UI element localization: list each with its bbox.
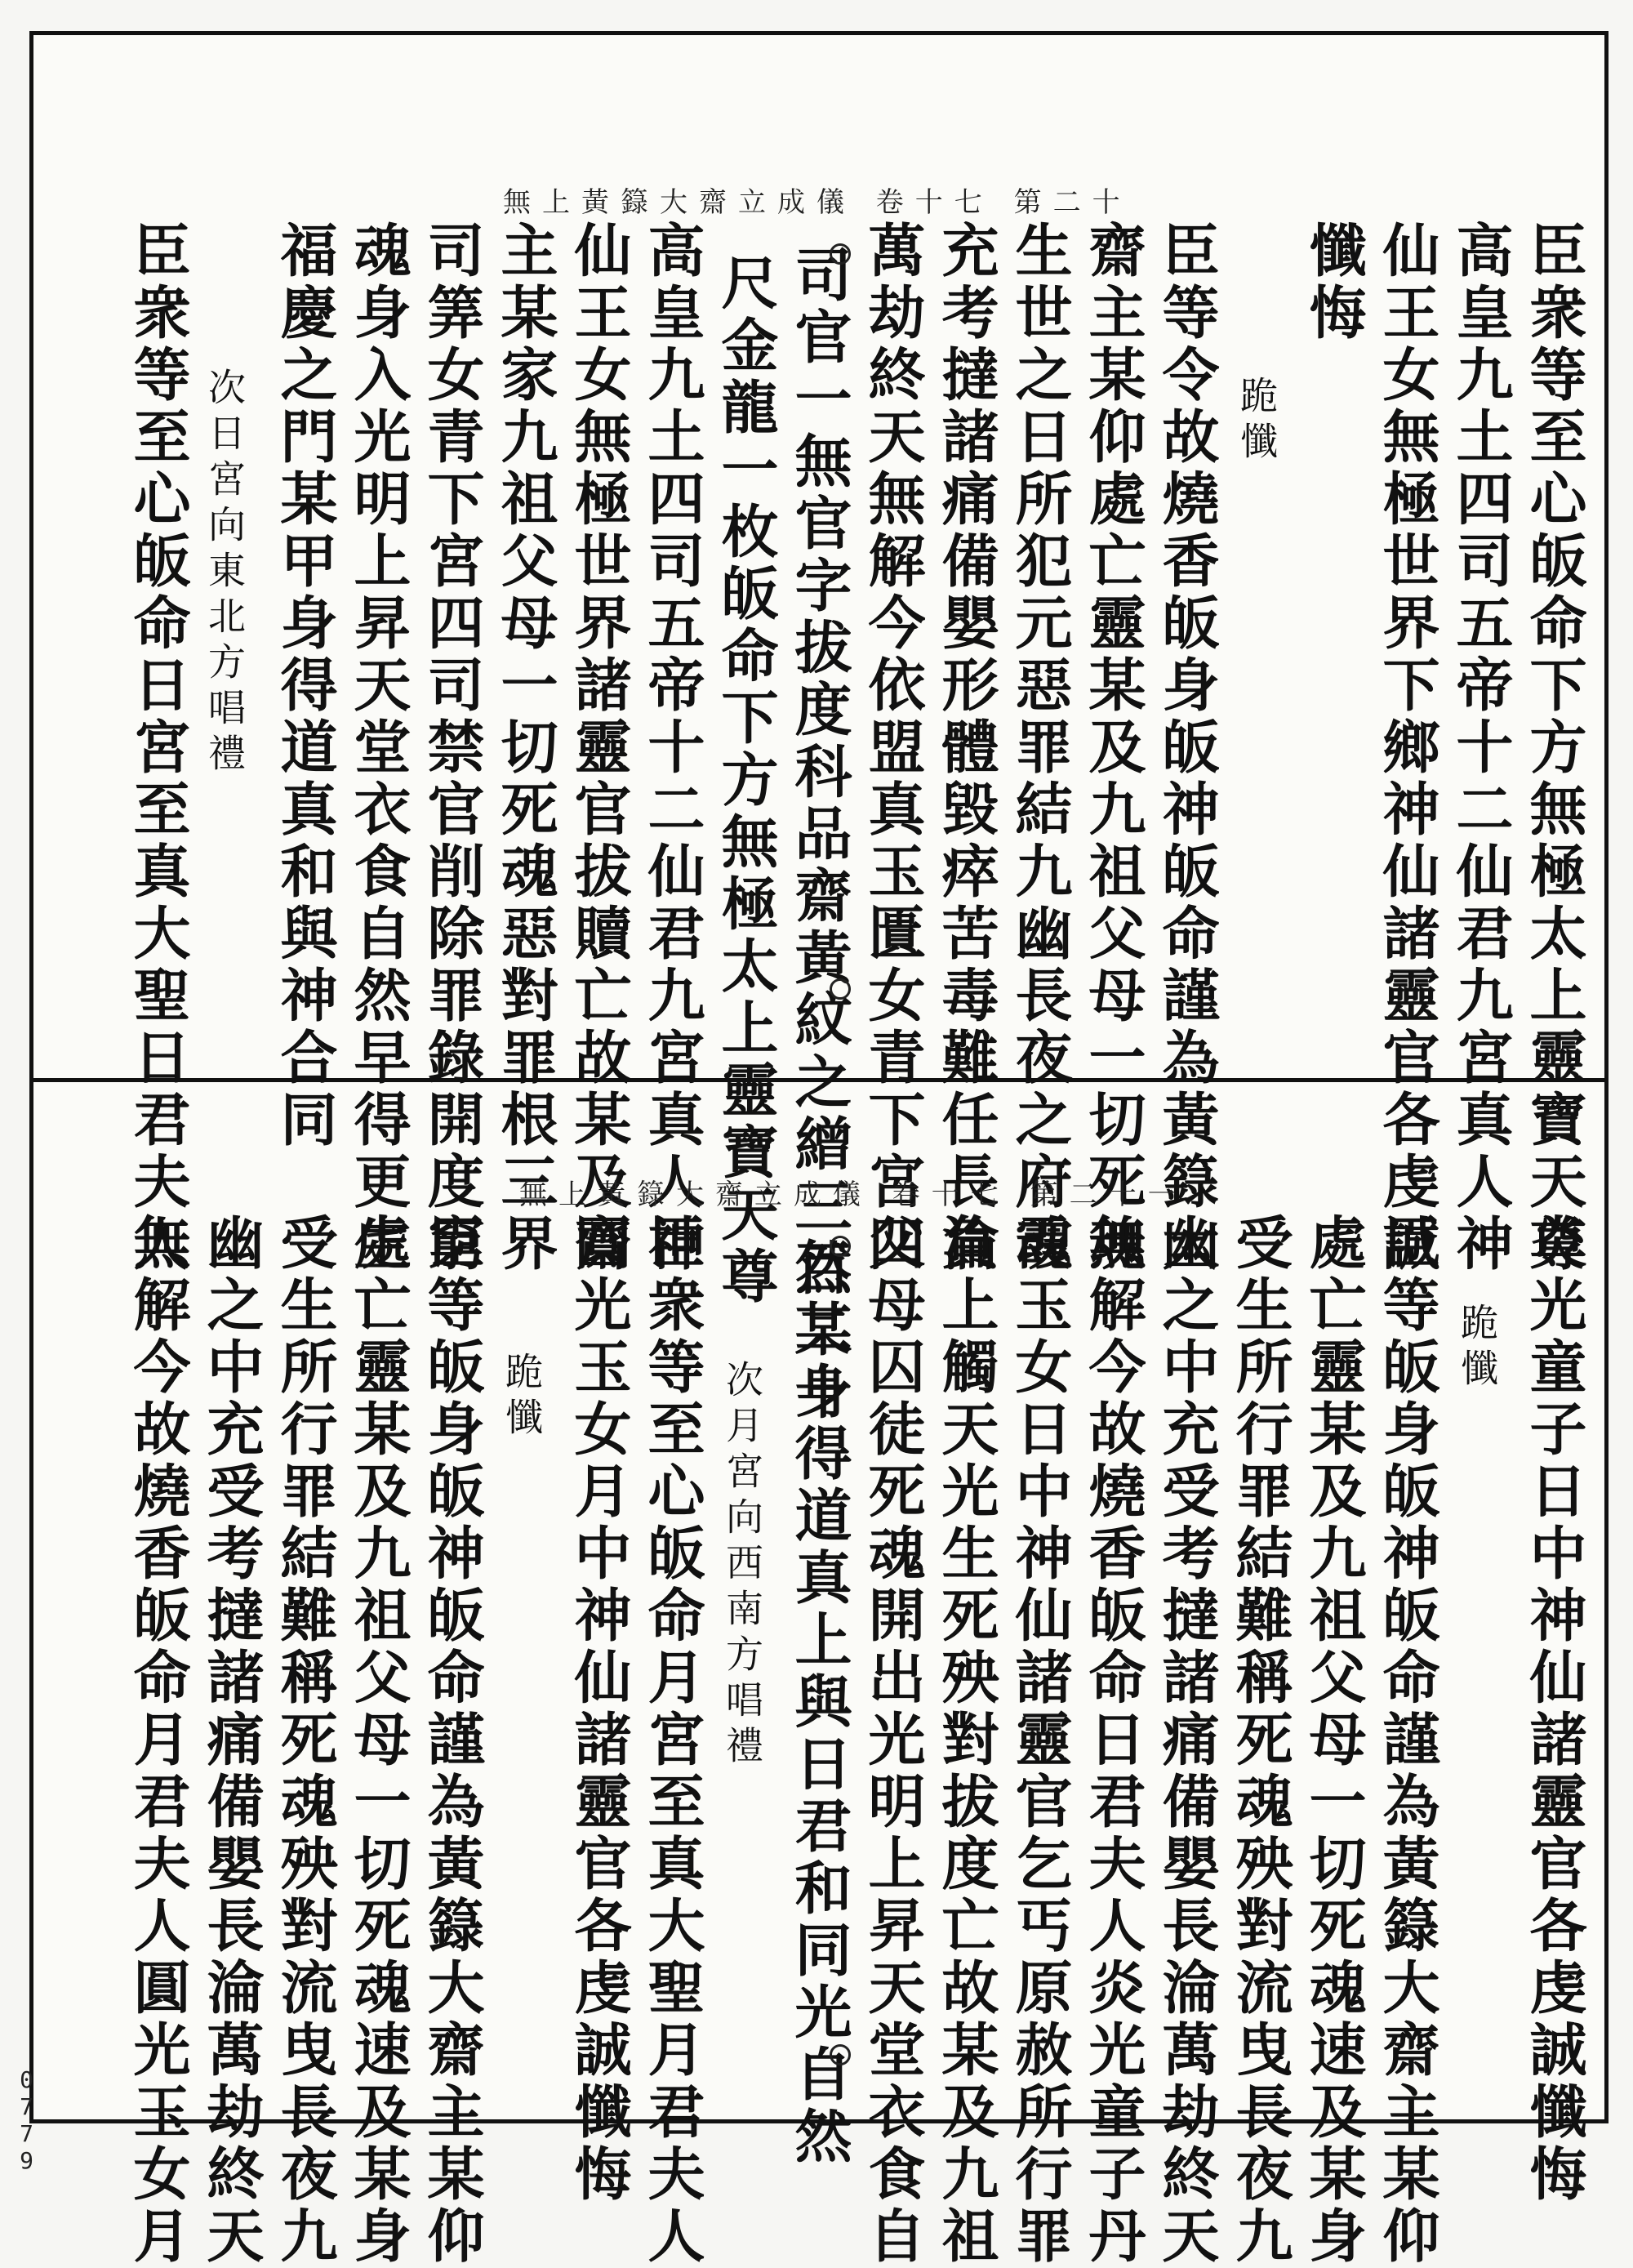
- text-column: 仙王女無極世界諸靈官拔贖亡故某及齋: [565, 221, 633, 1276]
- text-column: 負上觸天光生死殃對拔度亡故某及九祖: [932, 1213, 1000, 2268]
- text-column: 父母囚徒死魂開出光明上昇天堂衣食自: [859, 1213, 927, 2268]
- text-column: 齋主某仰處亡靈某及九祖父母一切死魂: [1079, 221, 1147, 1276]
- heading-column: 次日宮向東北方唱禮: [202, 368, 247, 779]
- text-column: 懺悔: [1300, 221, 1368, 345]
- text-column: 幽之中充受考撻諸痛備嬰長淪萬劫終天: [198, 1213, 265, 2268]
- text-column: 無解今故燒香皈命月君夫人圓光玉女月: [124, 1213, 192, 2268]
- text-column: 高皇九土四司五帝十二仙君九宮真人神: [639, 221, 706, 1276]
- text-column: 福慶之門某甲身得道真和與神合同: [271, 221, 339, 1152]
- text-column: 臣衆等至心皈命下方無極太上靈寶天尊: [1520, 221, 1588, 1276]
- text-column: 幽之中充受考撻諸痛備嬰長淪萬劫終天: [1153, 1213, 1221, 2268]
- section-circle-mark: [830, 1236, 851, 1257]
- text-column: 萬劫終天無解今依盟真玉匱女青下宮四: [859, 221, 927, 1276]
- text-column: 炎光童子日中神仙諸靈官各虔誠懺悔: [1520, 1213, 1588, 2206]
- bottom-running-header: 無上黃籙大齋立成儀 卷十七 第二十一: [519, 1179, 1187, 1211]
- heading-column: 跪懺: [1235, 376, 1279, 467]
- text-column: 魂身入光明上昇天堂衣食自然早得更生: [345, 221, 412, 1276]
- text-column: 受生所行罪結難稱死魂殃對流曳長夜九: [271, 1213, 339, 2268]
- text-column: 無解今故燒香皈命日君夫人炎光童子丹: [1079, 1213, 1147, 2268]
- text-column: 然某身得道真上與日君和同光自然: [785, 1237, 853, 2168]
- text-column: 尺金龍一枚皈命下方無極太上靈寶天尊: [712, 253, 780, 1308]
- text-column: 臣等皈身皈神皈命謹為黃籙大齋主某仰: [1373, 1213, 1441, 2268]
- heading-column: 次月宮向西南方唱禮: [720, 1360, 764, 1771]
- heading-column: 跪懺: [1455, 1303, 1499, 1394]
- text-column: 高皇九土四司五帝十二仙君九宮真人神: [1447, 221, 1515, 1276]
- text-column: 圓光玉女月中神仙諸靈官各虔誠懺悔: [565, 1213, 633, 2206]
- section-circle-mark: [830, 243, 851, 265]
- text-column: 司筭女青下宮四司禁官削除罪錄開度窮: [418, 221, 486, 1276]
- text-column: 臣等令故燒香皈身皈神皈命謹為黃籙大: [1153, 221, 1221, 1276]
- text-column: 臣衆等至心皈命日宮至真大聖日君夫人: [124, 221, 192, 1276]
- section-circle-mark: [830, 2044, 851, 2065]
- bottom-panel: [46, 1090, 1589, 2268]
- text-column: 霞玉女日中神仙諸靈官乞丐原赦所行罪: [1006, 1213, 1074, 2268]
- text-column: 處亡靈某及九祖父母一切死魂速及某身: [1300, 1213, 1368, 2268]
- text-column: 司官一無官字拔度科品齋黃紋之繒三百二十: [785, 245, 853, 1424]
- heading-column: 跪懺: [500, 1352, 544, 1443]
- top-running-header: 無上黃籙大齋立成儀 卷十七 第二十: [503, 186, 1132, 219]
- text-column: 臣衆等至心皈命月宮至真大聖月君夫人: [639, 1213, 706, 2268]
- text-column: 臣等皈身皈神皈命謹為黃籙大齋主某仰: [418, 1213, 486, 2268]
- text-column: 充考撻諸痛備嬰形體毀瘁苦毒難任長淪: [932, 221, 1000, 1276]
- text-column: 主某家九祖父母一切死魂惡對罪根三界: [492, 221, 559, 1276]
- text-column: 處亡靈某及九祖父母一切死魂速及某身: [345, 1213, 412, 2268]
- text-column: 生世之日所犯元惡罪結九幽長夜之府魂: [1006, 221, 1074, 1276]
- text-column: 仙王女無極世界下鄉神仙諸靈官各虔誠: [1373, 221, 1441, 1276]
- section-circle-mark: [830, 978, 851, 1000]
- text-column: 受生所行罪結難稱死魂殃對流曳長夜九: [1226, 1213, 1294, 2268]
- page-number: 0779: [13, 2066, 40, 2174]
